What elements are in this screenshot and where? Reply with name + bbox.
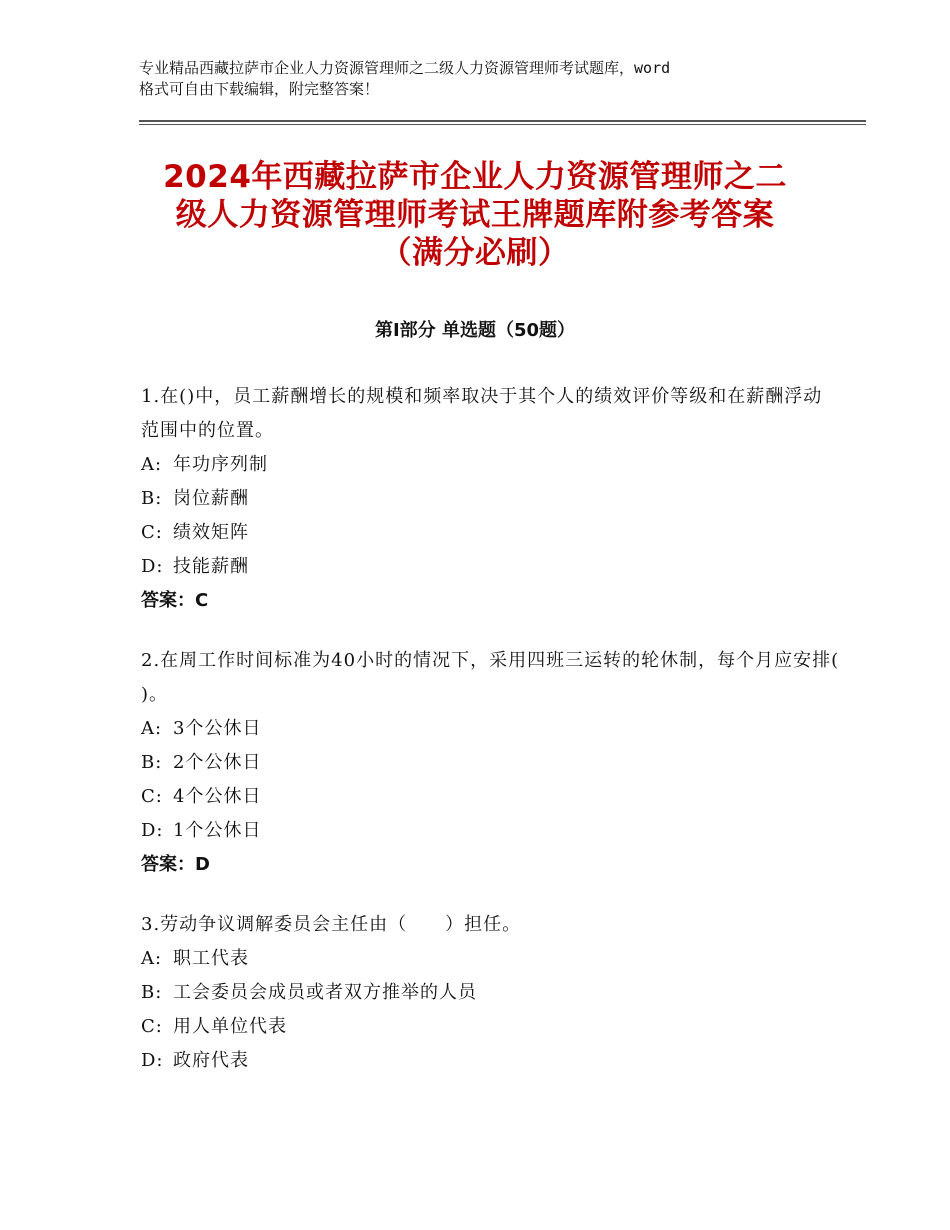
option-text: 年功序列制 bbox=[173, 454, 268, 475]
title-line: 级人力资源管理师考试王牌题库附参考答案 bbox=[175, 197, 775, 233]
option-text: 政府代表 bbox=[173, 1050, 249, 1071]
option-a bbox=[141, 712, 841, 746]
option-text: 工会委员会成员或者双方推举的人员 bbox=[173, 982, 477, 1003]
answer-text: 答案：C bbox=[141, 590, 209, 611]
answer-text: 答案：D bbox=[141, 854, 210, 875]
option-key: B: bbox=[141, 488, 163, 509]
option-c bbox=[141, 516, 841, 550]
header-note bbox=[139, 58, 839, 100]
option-key: D: bbox=[141, 820, 164, 841]
question-stem: 1.在()中，员工薪酬增长的规模和频率取决于其个人的绩效评价等级和在薪酬浮动范围中的位置。 bbox=[141, 386, 823, 441]
option-key: C: bbox=[141, 786, 163, 807]
option-b bbox=[141, 482, 841, 516]
option-text: 职工代表 bbox=[173, 948, 249, 969]
option-text: 3个公休日 bbox=[173, 718, 262, 739]
section-title: 第Ⅰ部分 单选题（50题） bbox=[374, 320, 575, 341]
option-key: A: bbox=[141, 454, 163, 475]
option-text: 4个公休日 bbox=[173, 786, 262, 807]
question-3 bbox=[141, 908, 841, 1078]
question-1 bbox=[141, 380, 841, 618]
option-b bbox=[141, 976, 841, 1010]
option-text: 1个公休日 bbox=[173, 820, 262, 841]
header-divider bbox=[139, 120, 866, 122]
option-text: 绩效矩阵 bbox=[173, 522, 249, 543]
document-title bbox=[130, 158, 820, 272]
option-key: C: bbox=[141, 522, 163, 543]
option-text: 岗位薪酬 bbox=[173, 488, 249, 509]
option-key: C: bbox=[141, 1016, 163, 1037]
option-d bbox=[141, 814, 841, 848]
question-2 bbox=[141, 644, 841, 882]
option-c bbox=[141, 1010, 841, 1044]
option-key: A: bbox=[141, 948, 163, 969]
option-b bbox=[141, 746, 841, 780]
option-text: 技能薪酬 bbox=[173, 556, 249, 577]
option-key: A: bbox=[141, 718, 163, 739]
header-note-line: 专业精品西藏拉萨市企业人力资源管理师之二级人力资源管理师考试题库，word bbox=[139, 59, 671, 77]
option-key: D: bbox=[141, 1050, 164, 1071]
title-line: 2024年西藏拉萨市企业人力资源管理师之二 bbox=[163, 159, 787, 195]
option-key: B: bbox=[141, 982, 163, 1003]
option-text: 用人单位代表 bbox=[173, 1016, 287, 1037]
option-c bbox=[141, 780, 841, 814]
question-stem: 2.在周工作时间标准为40小时的情况下，采用四班三运转的轮休制，每个月应安排( )。 bbox=[141, 650, 840, 705]
question-stem: 3.劳动争议调解委员会主任由（ ）担任。 bbox=[141, 914, 522, 935]
title-line: （满分必刷） bbox=[380, 235, 570, 271]
option-text: 2个公休日 bbox=[173, 752, 262, 773]
header-note-line: 格式可自由下载编辑，附完整答案！ bbox=[139, 80, 380, 98]
header-divider-thin bbox=[139, 124, 866, 125]
question-list bbox=[141, 380, 841, 1104]
option-a bbox=[141, 942, 841, 976]
option-d bbox=[141, 550, 841, 584]
option-d bbox=[141, 1044, 841, 1078]
option-key: D: bbox=[141, 556, 164, 577]
option-a bbox=[141, 448, 841, 482]
option-key: B: bbox=[141, 752, 163, 773]
